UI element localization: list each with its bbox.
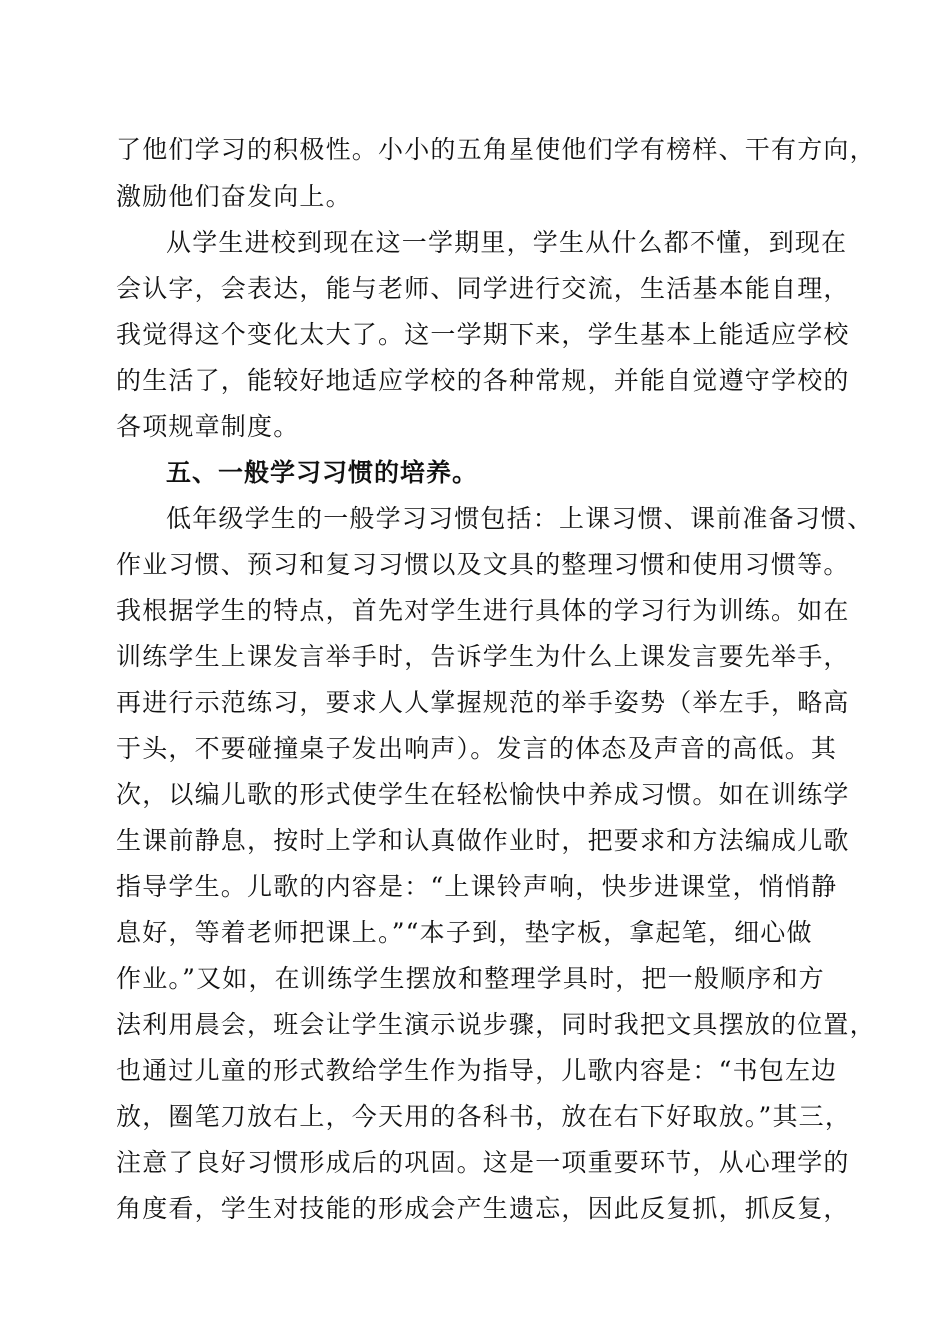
paragraph-line: 低年级学生的一般学习习惯包括：上课习惯、课前准备习惯、 <box>166 504 874 533</box>
paragraph-line: 法利用晨会，班会让学生演示说步骤，同时我把文具摆放的位置， <box>116 1010 876 1039</box>
paragraph-line: 也通过儿童的形式教给学生作为指导，儿歌内容是：“书包左边 <box>116 1056 838 1085</box>
paragraph-line: 的生活了，能较好地适应学校的各种常规，并能自觉遵守学校的 <box>116 366 850 395</box>
paragraph-line: 指导学生。儿歌的内容是：“上课铃声响，快步进课堂，悄悄静 <box>116 872 838 901</box>
paragraph-line: 从学生进校到现在这一学期里，学生从什么都不懂，到现在 <box>166 228 848 257</box>
section-heading: 五、一般学习习惯的培养。 <box>166 458 479 487</box>
paragraph-line: 作业习惯、预习和复习习惯以及文具的整理习惯和使用习惯等。 <box>116 550 850 579</box>
paragraph-line: 再进行示范练习，要求人人掌握规范的举手姿势（举左手，略高 <box>116 688 850 717</box>
paragraph-line: 次，以编儿歌的形式使学生在轻松愉快中养成习惯。如在训练学 <box>116 780 850 809</box>
paragraph-line: 注意了良好习惯形成后的巩固。这是一项重要环节，从心理学的 <box>116 1148 850 1177</box>
paragraph-line: 我觉得这个变化太大了。这一学期下来，学生基本上能适应学校 <box>116 320 850 349</box>
paragraph-line: 角度看，学生对技能的形成会产生遗忘，因此反复抓，抓反复， <box>116 1194 850 1223</box>
paragraph-line: 训练学生上课发言举手时，告诉学生为什么上课发言要先举手， <box>116 642 850 671</box>
paragraph-line: 作业。”又如，在训练学生摆放和整理学具时，把一般顺序和方 <box>116 964 825 993</box>
paragraph-line: 了他们学习的积极性。小小的五角星使他们学有榜样、干有方向， <box>116 135 876 164</box>
paragraph-line: 息好，等着老师把课上。”“本子到，垫字板，拿起笔，细心做 <box>116 918 813 947</box>
paragraph-line: 放，圈笔刀放右上，今天用的各科书，放在右下好取放。”其三， <box>116 1102 852 1131</box>
paragraph-line: 于头，不要碰撞桌子发出响声）。发言的体态及声音的高低。其 <box>116 734 838 763</box>
paragraph-line: 生课前静息，按时上学和认真做作业时，把要求和方法编成儿歌 <box>116 826 850 855</box>
paragraph-line: 各项规章制度。 <box>116 412 300 441</box>
paragraph-line: 会认字，会表达，能与老师、同学进行交流，生活基本能自理， <box>116 274 850 303</box>
paragraph-line: 激励他们奋发向上。 <box>116 182 352 211</box>
paragraph-line: 我根据学生的特点，首先对学生进行具体的学习行为训练。如在 <box>116 596 850 625</box>
